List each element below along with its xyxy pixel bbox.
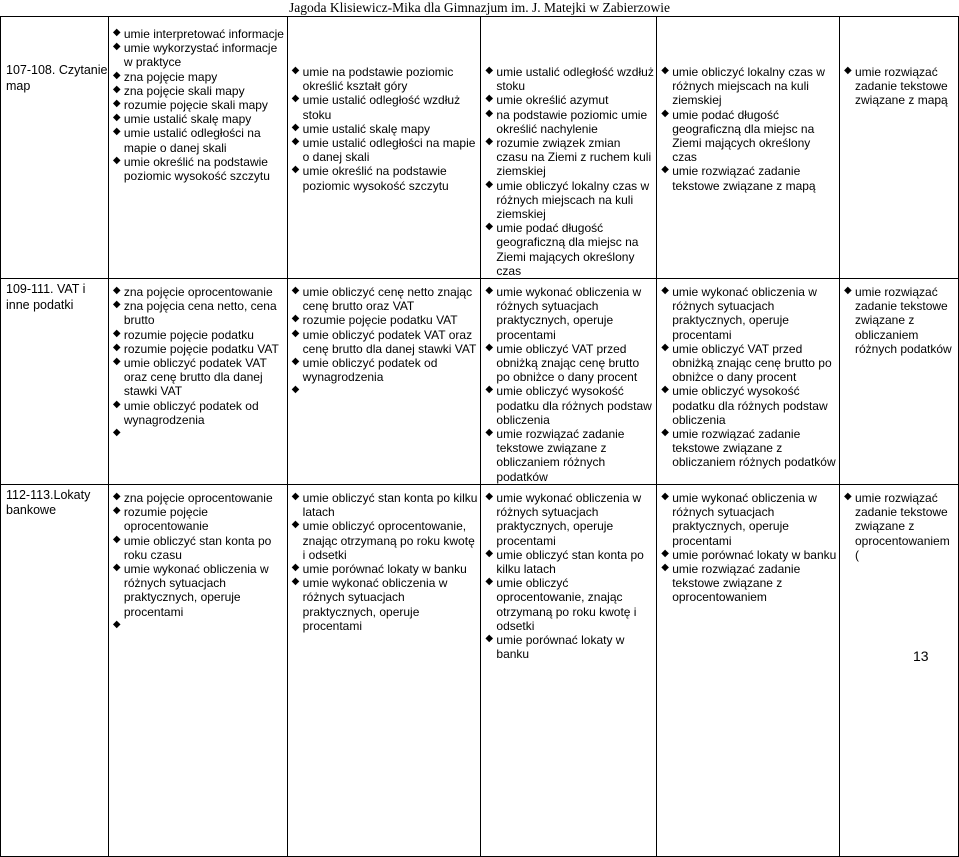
criteria-item: ◆ umie obliczyć podatek VAT oraz cenę brutto dla danej stawki VAT (109, 356, 285, 399)
criteria-item: ◆ umie obliczyć lokalny czas w różnych miejscach na kuli ziemskiej (481, 179, 654, 222)
criteria-list (657, 285, 839, 470)
table-row (1, 279, 959, 485)
criteria-item: ◆ umie wykorzystać informacje w praktyce (109, 41, 285, 69)
criteria-item: ◆ umie obliczyć podatek od wynagrodzenia (109, 399, 285, 427)
criteria-list (109, 491, 287, 633)
criteria-item: ◆ zna pojęcie oprocentowanie (109, 285, 285, 299)
criteria-cell (481, 279, 657, 485)
criteria-item: ◆ umie określić na podstawie poziomic wysokość szczytu (288, 164, 479, 192)
criteria-list (481, 491, 656, 661)
criteria-item: ◆ umie ustalić skalę mapy (109, 112, 285, 126)
topic-label: 109-111. VAT i inne podatki (6, 282, 86, 312)
criteria-item: ◆ rozumie związek zmian czasu na Ziemi z ruchem kuli ziemskiej (481, 136, 654, 179)
topic-cell (1, 484, 109, 856)
criteria-list (109, 27, 287, 183)
criteria-list (109, 285, 287, 441)
table-row (1, 484, 959, 856)
criteria-item: ◆ umie wykonać obliczenia w różnych sytuacjach praktycznych, operuje procentami (109, 562, 285, 619)
topic-label: 112-113.Lokaty bankowe (6, 487, 91, 518)
criteria-item: ◆ rozumie pojęcie oprocentowanie (109, 505, 285, 533)
criteria-list (481, 65, 656, 278)
criteria-item: ◆ umie obliczyć oprocentowanie, znając otrzymaną po roku kwotę i odsetki (481, 576, 654, 633)
criteria-item: ◆ umie określić na podstawie poziomic wysokość szczytu (109, 155, 285, 183)
page-header: Jagoda Klisiewicz-Mika dla Gimnazjum im. J. Matejki w Zabierzowie (289, 0, 670, 15)
criteria-item: ◆ zna pojęcie mapy (109, 70, 285, 84)
page-number: 13 (913, 648, 929, 664)
criteria-item: ◆ umie wykonać obliczenia w różnych sytuacjach praktycznych, operuje procentami (481, 285, 654, 342)
criteria-list (840, 285, 958, 356)
criteria-item: ◆ umie rozwiązać zadanie tekstowe związane z obliczaniem różnych podatków (481, 427, 654, 484)
criteria-item: ◆ umie rozwiązać zadanie tekstowe związane z oprocentowaniem (657, 562, 837, 605)
criteria-item: ◆ umie rozwiązać zadanie tekstowe związane z mapą (840, 65, 956, 108)
criteria-cell (657, 279, 840, 485)
criteria-item: ◆ umie na podstawie poziomic określić kształt góry (288, 65, 479, 93)
criteria-item: ◆ umie wykonać obliczenia w różnych sytuacjach praktycznych, operuje procentami (288, 576, 479, 633)
criteria-item: ◆ umie porównać lokaty w banku (288, 562, 479, 576)
criteria-item: ◆ umie ustalić skalę mapy (288, 122, 479, 136)
requirements-table (0, 16, 959, 857)
criteria-item: ◆ umie porównać lokaty w banku (481, 633, 654, 661)
criteria-item: ◆ umie obliczyć oprocentowanie, znając otrzymaną po roku kwotę i odsetki (288, 519, 479, 562)
criteria-item: ◆ umie obliczyć wysokość podatku dla różnych podstaw obliczenia (657, 384, 837, 427)
topic-label: 107-108. Czytanie map (6, 63, 108, 93)
criteria-cell (657, 484, 840, 856)
criteria-list (288, 65, 481, 193)
criteria-cell (840, 484, 959, 856)
criteria-cell (108, 17, 287, 279)
criteria-list (657, 65, 839, 193)
criteria-item: ◆ umie wykonać obliczenia w różnych sytuacjach praktycznych, operuje procentami (657, 285, 837, 342)
topic-cell (1, 279, 109, 485)
criteria-cell (108, 279, 287, 485)
criteria-cell (657, 17, 840, 279)
criteria-item: ◆ rozumie pojęcie podatku (109, 328, 285, 342)
criteria-item: ◆ umie ustalić odległość wzdłuż stoku (288, 93, 479, 121)
criteria-item: ◆ rozumie pojęcie podatku VAT (109, 342, 285, 356)
criteria-item: ◆ umie obliczyć stan konta po roku czasu (109, 534, 285, 562)
criteria-item: ◆ zna pojęcie skali mapy (109, 84, 285, 98)
criteria-item: ◆ umie ustalić odległość wzdłuż stoku (481, 65, 654, 93)
criteria-item: ◆ umie rozwiązać zadanie tekstowe związane z obliczaniem różnych podatków (840, 285, 956, 356)
criteria-cell (840, 279, 959, 485)
criteria-item: ◆ umie wykonać obliczenia w różnych sytuacjach praktycznych, operuje procentami (481, 491, 654, 548)
criteria-item: ◆ umie obliczyć lokalny czas w różnych miejscach na kuli ziemskiej (657, 65, 837, 108)
criteria-item: ◆ zna pojęcia cena netto, cena brutto (109, 299, 285, 327)
criteria-item: ◆ umie rozwiązać zadanie tekstowe związane z oprocentowaniem ( (840, 491, 956, 562)
criteria-item: ◆ umie obliczyć VAT przed obniżką znając cenę brutto po obniżce o dany procent (657, 342, 837, 385)
criteria-item: ◆ rozumie pojęcie skali mapy (109, 98, 285, 112)
criteria-item: ◆ umie obliczyć VAT przed obniżką znając cenę brutto po obniżce o dany procent (481, 342, 654, 385)
criteria-item: ◆ umie obliczyć stan konta po kilku latach (481, 548, 654, 576)
criteria-item: ◆ rozumie pojęcie podatku VAT (288, 313, 479, 327)
criteria-item: ◆ zna pojęcie oprocentowanie (109, 491, 285, 505)
criteria-item: ◆ umie interpretować informacje (109, 27, 285, 41)
criteria-item: ◆ umie obliczyć cenę netto znając cenę brutto oraz VAT (288, 285, 479, 313)
criteria-list (840, 65, 958, 108)
criteria-list (840, 491, 958, 562)
criteria-item (288, 384, 479, 398)
criteria-item (109, 427, 285, 441)
criteria-list (481, 285, 656, 484)
criteria-list (288, 491, 481, 633)
criteria-item: ◆ umie wykonać obliczenia w różnych sytuacjach praktycznych, operuje procentami (657, 491, 837, 548)
table-row (1, 17, 959, 279)
criteria-item: ◆ umie ustalić odległości na mapie o danej skali (288, 136, 479, 164)
criteria-cell (287, 484, 481, 856)
criteria-item: ◆ umie rozwiązać zadanie tekstowe związane z obliczaniem różnych podatków (657, 427, 837, 470)
criteria-item (109, 619, 285, 633)
criteria-item: ◆ umie obliczyć podatek od wynagrodzenia (288, 356, 479, 384)
criteria-cell (481, 17, 657, 279)
criteria-item: ◆ umie określić azymut (481, 93, 654, 107)
criteria-item: ◆ umie rozwiązać zadanie tekstowe związane z mapą (657, 164, 837, 192)
criteria-item: ◆ umie obliczyć stan konta po kilku latach (288, 491, 479, 519)
topic-cell (1, 17, 109, 279)
criteria-cell (481, 484, 657, 856)
criteria-item: ◆ na podstawie poziomic umie określić nachylenie (481, 108, 654, 136)
criteria-item: ◆ umie podać długość geograficzną dla miejsc na Ziemi mających określony czas (481, 221, 654, 278)
criteria-list (288, 285, 481, 399)
criteria-cell (287, 279, 481, 485)
criteria-cell (287, 17, 481, 279)
criteria-cell (840, 17, 959, 279)
criteria-cell (108, 484, 287, 856)
criteria-item: ◆ umie podać długość geograficzną dla miejsc na Ziemi mających określony czas (657, 108, 837, 165)
criteria-item: ◆ umie porównać lokaty w banku (657, 548, 837, 562)
criteria-item: ◆ umie obliczyć wysokość podatku dla różnych podstaw obliczenia (481, 384, 654, 427)
criteria-list (657, 491, 839, 605)
criteria-item: ◆ umie ustalić odległości na mapie o danej skali (109, 126, 285, 154)
criteria-item: ◆ umie obliczyć podatek VAT oraz cenę brutto dla danej stawki VAT (288, 328, 479, 356)
